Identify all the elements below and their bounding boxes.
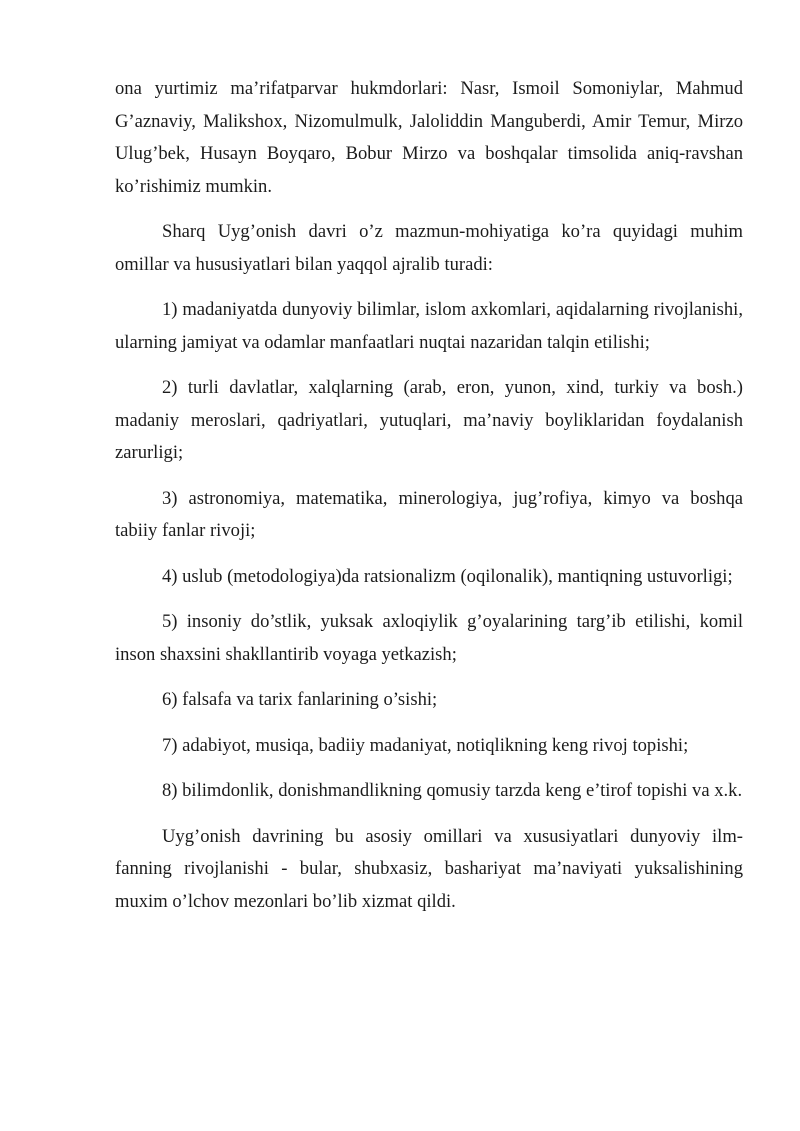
list-item-7: 7) adabiyot, musiqa, badiiy madaniyat, notiqlikning keng rivoj topishi;	[162, 734, 689, 756]
paragraph-conclusion: Uyg’onish davrining bu asosiy omillari va xususiyatlari dunyoviy ilm-fanning rivojlanishi - bular, shubxasiz, bashariyat ma’naviyati yuksalishining muxim o’lchov mezonlari bo’lib xizmat qildi.	[115, 825, 743, 912]
list-item-4: 4) uslub (metodologiya)da ratsionalizm (oqilonalik), mantiqning ustuvorligi;	[162, 565, 733, 587]
paragraph-intro-continuation: ona yurtimiz ma’rifatparvar hukmdorlari: Nasr, Ismoil Somoniylar, Mahmud G’aznaviy, Malikshox, Nizomulmulk, Jaloliddin Manguberdi, Amir Temur, Mirzo Ulug’bek, Husayn Boyqaro, Bobur Mirzo va boshqalar timsolida aniq-ravshan ko’rishimiz mumkin.	[115, 78, 743, 197]
list-item-1: 1) madaniyatda dunyoviy bilimlar, islom axkomlari, aqidalarning rivojlanishi, ularning jamiyat va odamlar manfaatlari nuqtai nazaridan talqin etilishi;	[115, 299, 743, 353]
document-page	[115, 73, 743, 918]
list-item-8: 8) bilimdonlik, donishmandlikning qomusiy tarzda keng e’tirof topishi va x.k.	[162, 780, 743, 801]
list-item-2: 2) turli davlatlar, xalqlarning (arab, eron, yunon, xind, turkiy va bosh.) madaniy meroslari, qadriyatlari, yutuqlari, ma’naviy boyliklaridan foydalanish zarurligi;	[115, 377, 743, 463]
paragraph-renaissance-features: Sharq Uyg’onish davri o’z mazmun-mohiyatiga ko’ra quyidagi muhim omillar va hususiyatlari bilan yaqqol ajralib turadi:	[115, 221, 743, 275]
list-item-5: 5) insoniy do’stlik, yuksak axloqiylik g’oyalarining targ’ib etilishi, komil inson shaxsini shakllantirib voyaga yetkazish;	[115, 611, 743, 665]
list-item-6: 6) falsafa va tarix fanlarining o’sishi;	[162, 689, 438, 710]
list-item-3: 3) astronomiya, matematika, minerologiya, jug’rofiya, kimyo va boshqa tabiiy fanlar rivoji;	[115, 487, 743, 541]
